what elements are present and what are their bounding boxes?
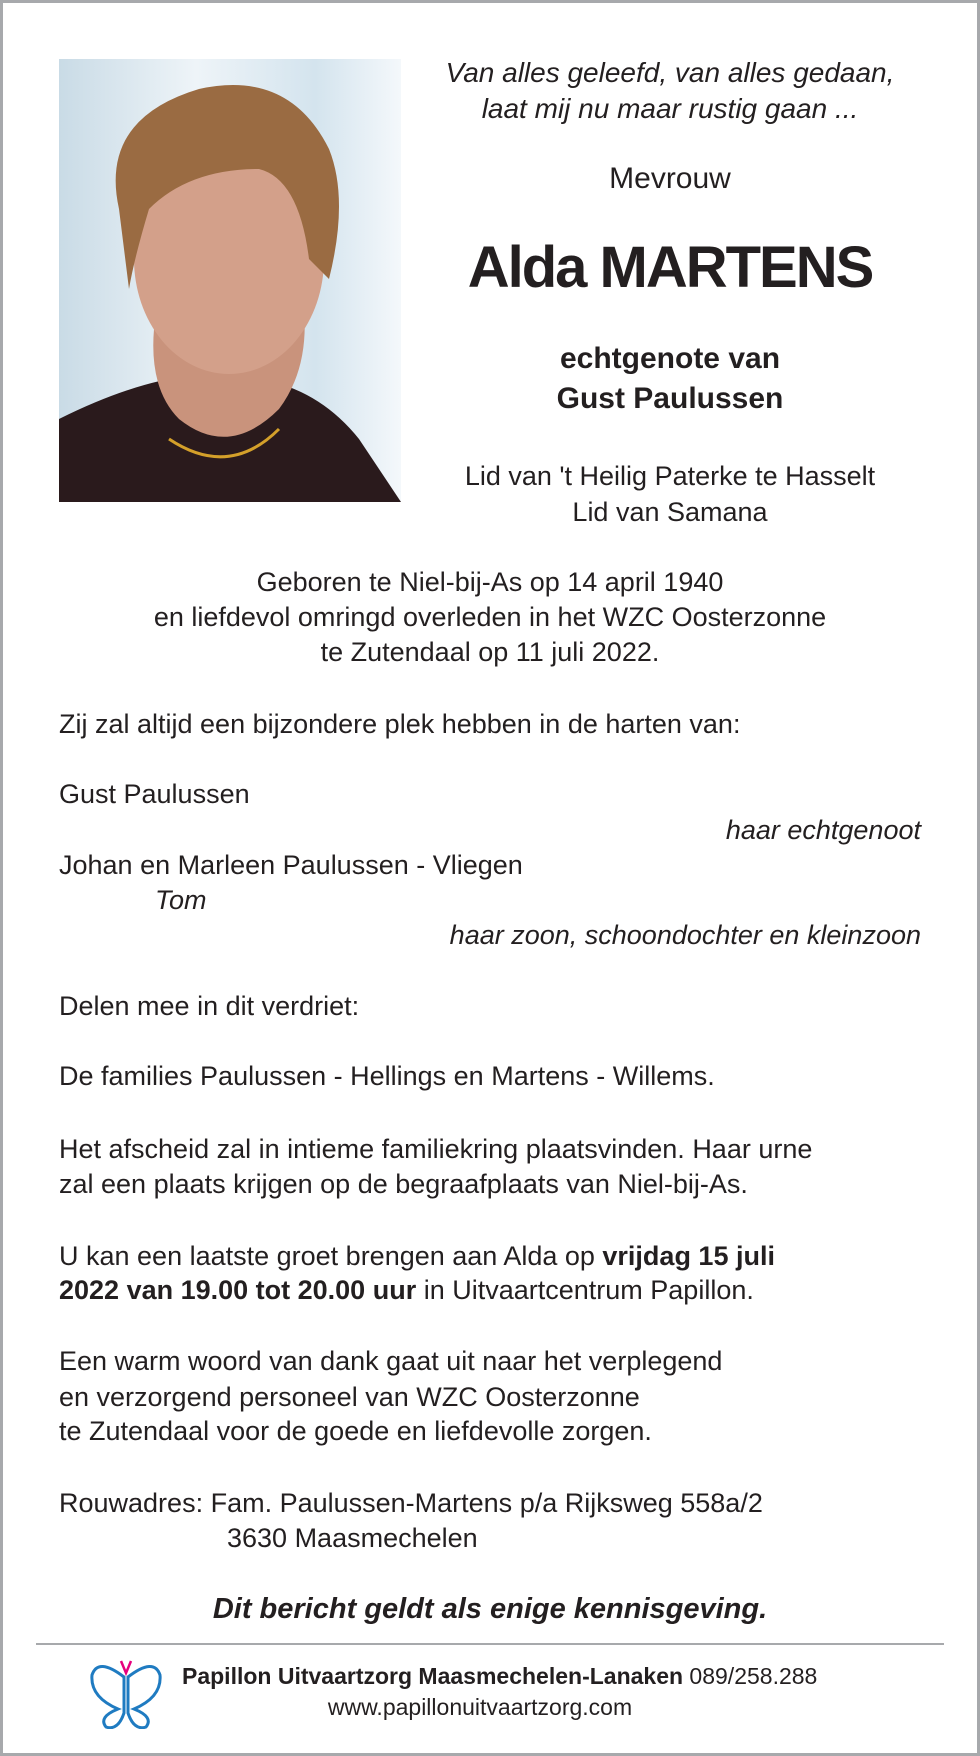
- divider: [36, 1643, 944, 1645]
- visit-date: vrijdag 15 juli: [602, 1241, 775, 1271]
- visit-text: U kan een laatste groet brengen aan Alda op: [59, 1241, 603, 1271]
- husband-name: Gust Paulussen: [59, 779, 250, 809]
- butterfly-logo-icon: [88, 1657, 164, 1729]
- farewell-line: Het afscheid zal in intieme familiekring plaatsvinden. Haar urne: [59, 1134, 813, 1164]
- footer-company-line: [182, 1659, 817, 1693]
- visit-line: [59, 1273, 754, 1307]
- visit-time: 2022 van 19.00 tot 20.00 uur: [59, 1275, 417, 1305]
- address-city: 3630 Maasmechelen: [227, 1523, 478, 1553]
- grandson-name: Tom: [155, 885, 207, 915]
- poem-line: Van alles geleefd, van alles gedaan,: [445, 57, 895, 88]
- thanks-line: en verzorgend personeel van WZC Oosterzonne: [59, 1382, 640, 1412]
- son-names: Johan en Marleen Paulussen - Vliegen: [59, 850, 523, 880]
- birth-death-line: te Zutendaal op 11 juli 2022.: [320, 637, 660, 667]
- address-line: Rouwadres: Fam. Paulussen-Martens p/a Rijksweg 558a/2: [59, 1488, 763, 1518]
- poem-line: laat mij nu maar rustig gaan ...: [481, 93, 859, 124]
- membership: Lid van Samana: [572, 497, 768, 527]
- portrait-photo: [59, 59, 401, 502]
- deceased-name: Alda MARTENS: [467, 235, 873, 300]
- family-intro: Zij zal altijd een bijzondere plek hebben in de harten van:: [59, 709, 741, 739]
- son-role: haar zoon, schoondochter en kleinzoon: [449, 920, 921, 950]
- spouse-name: Gust Paulussen: [556, 382, 784, 415]
- membership: Lid van 't Heilig Paterke te Hasselt: [464, 461, 876, 491]
- families: De families Paulussen - Hellings en Martens - Willems.: [59, 1061, 715, 1091]
- thanks-line: te Zutendaal voor de goede en liefdevolle zorgen.: [59, 1416, 652, 1446]
- husband-role: haar echtgenoot: [725, 815, 921, 845]
- birth-death-line: Geboren te Niel-bij-As op 14 april 1940: [256, 567, 724, 597]
- spouse-label: echtgenote van: [559, 342, 781, 375]
- company-name: Papillon Uitvaartzorg Maasmechelen-Lanaken: [182, 1663, 684, 1689]
- company-phone: 089/258.288: [683, 1663, 818, 1689]
- notice: Dit bericht geldt als enige kennisgeving.: [212, 1593, 768, 1625]
- birth-death-line: en liefdevol omringd overleden in het WZC Oosterzonne: [153, 602, 827, 632]
- company-website[interactable]: www.papillonuitvaartzorg.com: [327, 1694, 633, 1720]
- thanks-line: Een warm woord van dank gaat uit naar het verplegend: [59, 1346, 723, 1376]
- share-intro: Delen mee in dit verdriet:: [59, 991, 360, 1021]
- visit-place: in Uitvaartcentrum Papillon.: [416, 1275, 754, 1305]
- farewell-line: zal een plaats krijgen op de begraafplaats van Niel-bij-As.: [59, 1169, 748, 1199]
- salutation: Mevrouw: [609, 162, 731, 195]
- visit-line: [59, 1239, 775, 1273]
